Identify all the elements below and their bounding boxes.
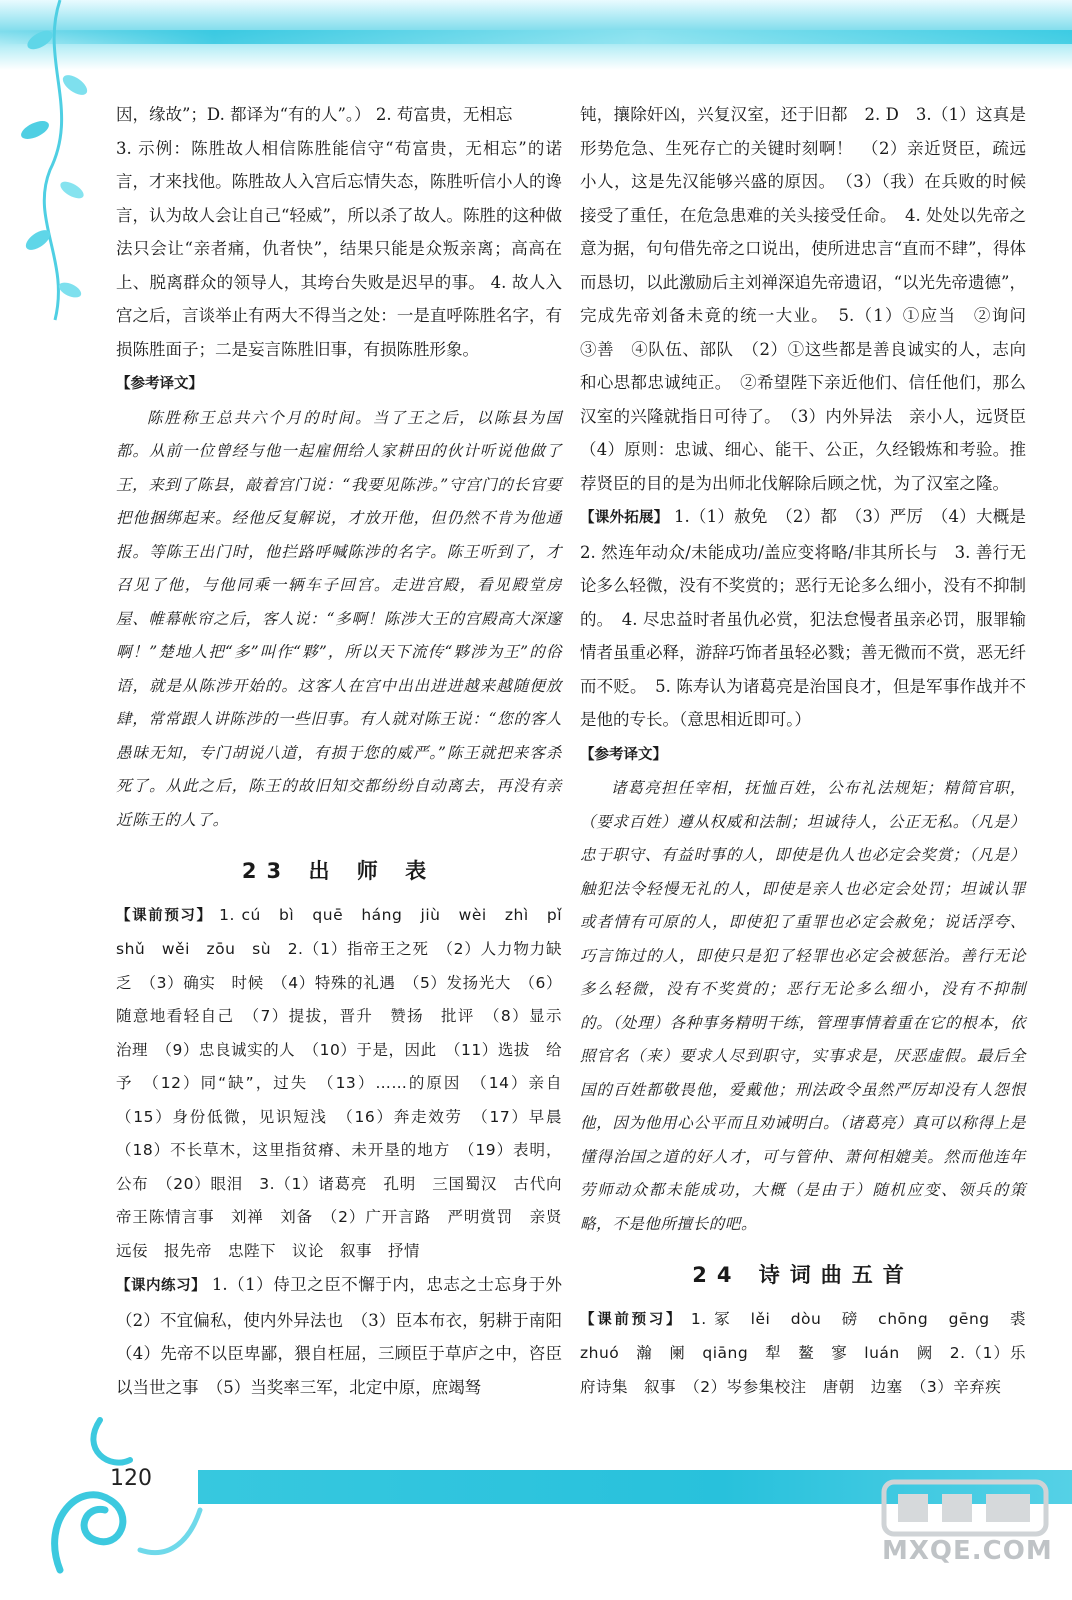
preview-tag: 【课前预习】 (116, 907, 213, 924)
reference-translation-text: 陈胜称王总共六个月的时间。当了王之后，以陈县为国都。从前一位曾经与他一起雇佣给人家耕田的伙计听说他做了王，来到了陈县，敲着宫门说：“我要见陈涉。”守宫门的长官要把他捆绑起来。经他反复解说，才放开他，但仍然不肯为他通报。等陈王出门时，他拦路呼喊陈涉的名字。陈王听到了，才召见了他，与他同乘一辆车子回宫。走进宫殿，看见殿堂房屋、帷幕帐帘之后，客人说：“多啊！陈涉大王的宫殿高大深邃啊！”楚地人把“多”叫作“夥”，所以天下流传“夥涉为王”的俗语，就是从陈涉开始的。这客人在宫中出出进进越来越随便放肆，常常跟人讲陈涉的一些旧事。有人就对陈王说：“您的客人愚昧无知，专门胡说八道，有损于您的威严。”陈王就把来客杀死了。从此之后，陈王的故旧知交都纷纷自动离去，再没有亲近陈王的人了。 (116, 408, 562, 829)
answer-paragraph: 钝，攘除奸凶，兴复汉室，还于旧都 2. D 3.（1）这真是形势危急、生死存亡的关键时刻啊！ （2）亲近贤臣，疏远小人，这是先汉能够兴盛的原因。 （3）（我）在兵败的时候接受了重任，在危急患难的关头接受任命。 4. 处处以先帝之意为据，句句借先帝之口说出，使所进忠言“直而不肆”，得体而恳切，以此激励后主刘禅深追先帝遗诏，“以光先帝遗德”，完成先帝刘备未竟的统一大业。 5.（1）①应当 ②询问 ③善 ④队伍、部队 （2）①这些都是善良诚实的人，志向和心思都忠诚纯正。 ②希望陛下亲近他们、信任他们，那么汉室的兴隆就指日可待了。 （3）内外异法 亲小人，远贤臣 （4）原则：忠诚、细心、能干、公正，久经锻炼和考验。推荐贤臣的目的是为出师北伐解除后顾之忧，为了汉室之隆。 (580, 105, 1043, 493)
section-title: 24 诗词曲五首 (692, 1263, 914, 1287)
reference-translation-text: 诸葛亮担任宰相，抚恤百姓，公布礼法规矩；精简官职，（要求百姓）遵从权威和法制；坦诚待人，公正无私。（凡是）忠于职守、有益时事的人，即使是仇人也必定会奖赏；（凡是）触犯法令轻慢无礼的人，即使是亲人也必定会处罚；坦诚认罪或者情有可原的人，即使犯了重罪也必定会赦免；说话浮夸、巧言饰过的人，即使只是犯了轻罪也必定会被惩治。善行无论多么轻微，没有不奖赏的；恶行无论多么细小，没有不抑制的。（处理）各种事务精明干练，管理事情着重在它的根本，依照官名（来）要求人尽到职守，实事求是，厌恶虚假。最后全国的百姓都敬畏他，爱戴他；刑法政令虽然严厉却没有人怨恨他，因为他用心公平而且劝诫明白。（诸葛亮）真可以称得上是懂得治国之道的好人才，可与管仲、萧何相媲美。然而他连年劳师动众都未能成功，大概（是由于）随机应变、领兵的策略，不是他所擅长的吧。 (580, 779, 1026, 1233)
watermark-logo-icon (880, 1478, 1050, 1588)
preview-text: 1. cú bì quē háng jiù wèi zhì pǐ shǔ wěi zōu sù 2.（1）指帝王之死 （2）人力物力缺乏 （3）确实 时候 （4）特殊的礼遇 （5）发扬光大 （6）随意地看轻自己 （7）提拔，晋升 赞扬 批评 （8）显示 治理 （9）忠良诚实的人 （10）于是，因此 （11）选拔 给予 （12）同“缺”，过失 （13）……的原因 （14）亲自 （15）身份低微，见识短浅 （16）奔走效劳 （17）早晨 （18）不长草木，这里指贫瘠、未开垦的地方 （19）表明，公布 （20）眼泪 3.（1）诸葛亮 孔明 三国蜀汉 古代向帝王陈情言事 刘禅 刘备 （2）广开言路 严明赏罚 亲贤远佞 报先帝 忠陛下 议论 叙事 抒情 (116, 905, 579, 1260)
answer-paragraph: 3. 示例：陈胜故人相信陈胜能信守“苟富贵，无相忘”的诺言，才来找他。陈胜故人入宫后忘情失态，陈胜听信小人的谗言，认为故人会让自己“轻威”，所以杀了故人。陈胜的这种做法只会让“亲者痛，仇者快”，结果只能是众叛亲离；高高在上、脱离群众的领导人，其垮台失败是迟早的事。 4. 故人入宫之后，言谈举止有两大不得当之处：一是直呼陈胜名字，有损陈胜面子；二是妄言陈胜旧事，有损陈胜形象。 (116, 138, 562, 359)
reference-translation-tag: 【参考译文】 (580, 746, 667, 763)
vine-decoration-icon (0, 0, 120, 330)
preview-text: 1. 冢 lěi dòu 磅 chōng gēng 裘 zhuó 瀚 阑 qiāng 犁 鳌 寥 luán 阙 2.（1）乐府诗集 叙事 （2）岑参集校注 唐朝 边塞 （3）辛弃疾 (580, 1309, 1043, 1396)
watermark-text: MXQE.COM (882, 1536, 1053, 1566)
reference-translation-tag: 【参考译文】 (116, 376, 203, 392)
preview-tag: 【课前预习】 (580, 1311, 684, 1328)
left-column (116, 98, 579, 1404)
page-number: 120 (110, 1466, 152, 1491)
section-title: 23 出 师 表 (241, 859, 437, 883)
extension-tag: 【课外拓展】 (580, 510, 669, 526)
right-column (580, 98, 1043, 1404)
in-class-exercise-tag: 【课内练习】 (116, 1278, 207, 1294)
top-decorative-band (0, 0, 1072, 70)
extension-text: 1.（1）赦免 （2）都 （3）严厉 （4）大概是 2. 然连年动众/未能成功/盖应变将略/非其所长与 3. 善行无论多么轻微，没有不奖赏的；恶行无论多么细小，没有不抑制的。 4. 尽忠益时者虽仇必赏，犯法怠慢者虽亲必罚，服罪输情者虽重必释，游辞巧饰者虽轻必戮；善无微而不赏，恶无纤而不贬。 5. 陈寿认为诸葛亮是治国良才，但是军事作战并不是他的专长。（意思相近即可。） (580, 507, 1043, 729)
answer-paragraph: 因，缘故”；D. 都译为“有的人”。） 2. 苟富贵，无相忘 (116, 105, 513, 124)
in-class-exercise-text: 1.（1）侍卫之臣不懈于内，忠志之士忘身于外 （2）不宜偏私，使内外异法也 （3）臣本布衣，躬耕于南阳 （4）先帝不以臣卑鄙，猥自枉屈，三顾臣于草庐之中，咨臣以当世之事 （5）当奖率三军，北定中原，庶竭驽 (116, 1275, 579, 1397)
